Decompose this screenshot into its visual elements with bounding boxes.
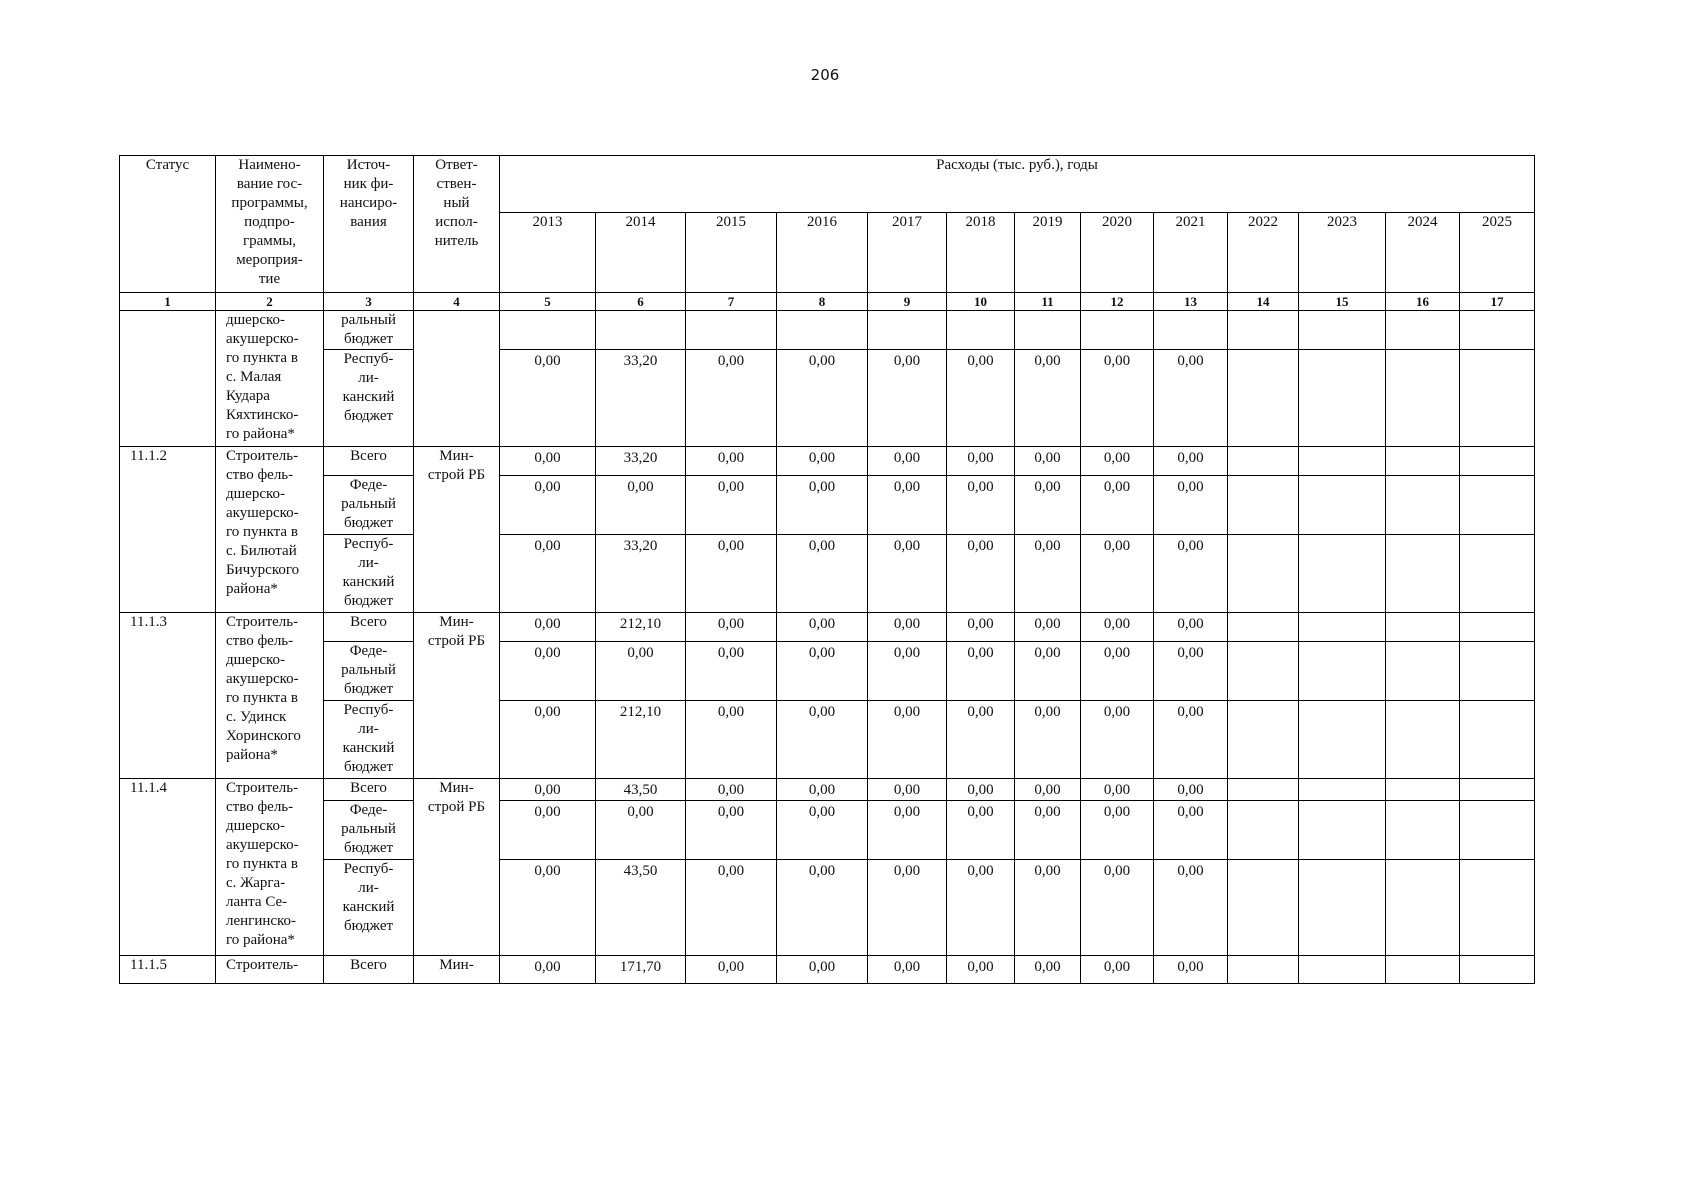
header-year: 2021 bbox=[1154, 213, 1228, 293]
empty-year-cell bbox=[1154, 311, 1228, 350]
republic-value: 0,00 bbox=[1154, 535, 1228, 613]
empty-year-cell bbox=[1299, 613, 1386, 642]
total-value: 0,00 bbox=[777, 613, 868, 642]
page-number: 206 bbox=[810, 66, 840, 84]
status-cell bbox=[120, 311, 216, 447]
responsible-cell: Мин- строй РБ bbox=[414, 779, 500, 956]
table-row bbox=[120, 613, 1535, 642]
federal-value: 0,00 bbox=[868, 476, 947, 535]
empty-year-cell bbox=[1299, 860, 1386, 956]
status-cell: 11.1.5 bbox=[120, 956, 216, 984]
federal-value: 0,00 bbox=[686, 476, 777, 535]
federal-value: 0,00 bbox=[1015, 642, 1081, 701]
item-name: Строитель- ство фель- дшерско- акушерско- го пункта в с. Жарга- ланта Се- ленгинско- го района* bbox=[216, 779, 324, 956]
total-value: 0,00 bbox=[1154, 447, 1228, 476]
empty-year-cell bbox=[1386, 476, 1460, 535]
column-number: 12 bbox=[1081, 293, 1154, 311]
republic-value: 0,00 bbox=[868, 701, 947, 779]
federal-value: 0,00 bbox=[1081, 801, 1154, 860]
total-value: 0,00 bbox=[500, 447, 596, 476]
item-name: дшерско- акушерско- го пункта в с. Малая Кудара Кяхтинско- го района* bbox=[216, 311, 324, 447]
table-row bbox=[120, 311, 1535, 350]
empty-year-cell bbox=[1386, 613, 1460, 642]
total-value: 0,00 bbox=[868, 956, 947, 984]
status-cell: 11.1.4 bbox=[120, 779, 216, 956]
empty-year-cell bbox=[1460, 801, 1535, 860]
empty-year-cell bbox=[1228, 476, 1299, 535]
republic-value: 0,00 bbox=[1081, 535, 1154, 613]
responsible-cell: Мин- строй РБ bbox=[414, 447, 500, 613]
source-federal: Феде- ральный бюджет bbox=[324, 642, 414, 701]
total-value: 33,20 bbox=[596, 447, 686, 476]
federal-value: 0,00 bbox=[596, 642, 686, 701]
responsible-cell: Мин- строй РБ bbox=[414, 613, 500, 779]
column-number: 4 bbox=[414, 293, 500, 311]
status-cell: 11.1.3 bbox=[120, 613, 216, 779]
republic-value: 0,00 bbox=[947, 350, 1015, 447]
table-row bbox=[120, 447, 1535, 476]
empty-year-cell bbox=[1460, 476, 1535, 535]
source-total: Всего bbox=[324, 779, 414, 801]
header-year: 2014 bbox=[596, 213, 686, 293]
total-value: 0,00 bbox=[868, 447, 947, 476]
federal-value: 0,00 bbox=[596, 476, 686, 535]
column-number: 3 bbox=[324, 293, 414, 311]
total-value: 0,00 bbox=[777, 956, 868, 984]
total-value: 0,00 bbox=[1081, 956, 1154, 984]
total-value: 0,00 bbox=[947, 956, 1015, 984]
total-value: 0,00 bbox=[1154, 956, 1228, 984]
column-number: 10 bbox=[947, 293, 1015, 311]
source-total: Всего bbox=[324, 613, 414, 642]
empty-year-cell bbox=[1386, 860, 1460, 956]
empty-year-cell bbox=[1460, 613, 1535, 642]
source-republic: Респуб- ли- канский бюджет bbox=[324, 350, 414, 447]
empty-year-cell bbox=[1228, 701, 1299, 779]
column-number: 14 bbox=[1228, 293, 1299, 311]
empty-year-cell bbox=[1228, 779, 1299, 801]
republic-value: 0,00 bbox=[947, 860, 1015, 956]
empty-year-cell bbox=[1386, 956, 1460, 984]
column-number: 11 bbox=[1015, 293, 1081, 311]
empty-year-cell bbox=[1299, 535, 1386, 613]
expenses-table bbox=[119, 155, 1535, 984]
empty-year-cell bbox=[1299, 476, 1386, 535]
item-name: Строитель- ство фель- дшерско- акушерско- го пункта в с. Билютай Бичурского района* bbox=[216, 447, 324, 613]
header-year: 2020 bbox=[1081, 213, 1154, 293]
federal-value: 0,00 bbox=[777, 642, 868, 701]
federal-value: 0,00 bbox=[500, 801, 596, 860]
federal-value: 0,00 bbox=[1081, 476, 1154, 535]
total-value: 0,00 bbox=[500, 613, 596, 642]
empty-year-cell bbox=[1015, 311, 1081, 350]
republic-value: 0,00 bbox=[868, 535, 947, 613]
header-expenses: Расходы (тыс. руб.), годы bbox=[500, 156, 1535, 213]
source-total: Всего bbox=[324, 447, 414, 476]
republic-value: 0,00 bbox=[1154, 350, 1228, 447]
total-value: 0,00 bbox=[1081, 613, 1154, 642]
republic-value: 0,00 bbox=[1015, 860, 1081, 956]
empty-year-cell bbox=[1460, 860, 1535, 956]
total-value: 0,00 bbox=[777, 779, 868, 801]
empty-year-cell bbox=[596, 311, 686, 350]
table-row bbox=[120, 476, 1535, 535]
table-row bbox=[120, 956, 1535, 984]
empty-year-cell bbox=[1228, 613, 1299, 642]
total-value: 0,00 bbox=[947, 447, 1015, 476]
table-row bbox=[120, 701, 1535, 779]
header-year: 2015 bbox=[686, 213, 777, 293]
responsible-cell bbox=[414, 311, 500, 447]
column-number: 6 bbox=[596, 293, 686, 311]
republic-value: 0,00 bbox=[1154, 860, 1228, 956]
republic-value: 0,00 bbox=[500, 860, 596, 956]
total-value: 0,00 bbox=[500, 779, 596, 801]
republic-value: 0,00 bbox=[1081, 701, 1154, 779]
federal-value: 0,00 bbox=[947, 476, 1015, 535]
federal-value: 0,00 bbox=[1154, 642, 1228, 701]
header-responsible: Ответ- ствен- ный испол- нитель bbox=[414, 156, 500, 293]
header-year: 2023 bbox=[1299, 213, 1386, 293]
federal-value: 0,00 bbox=[1154, 801, 1228, 860]
empty-year-cell bbox=[686, 311, 777, 350]
item-name: Строитель- ство фель- дшерско- акушерско- го пункта в с. Удинск Хоринского района* bbox=[216, 613, 324, 779]
header-status: Статус bbox=[120, 156, 216, 293]
header-year: 2019 bbox=[1015, 213, 1081, 293]
republic-value: 0,00 bbox=[1015, 701, 1081, 779]
republic-value: 0,00 bbox=[500, 350, 596, 447]
empty-year-cell bbox=[1299, 779, 1386, 801]
empty-year-cell bbox=[947, 311, 1015, 350]
republic-value: 0,00 bbox=[777, 701, 868, 779]
republic-value: 43,50 bbox=[596, 860, 686, 956]
federal-value: 0,00 bbox=[868, 801, 947, 860]
total-value: 0,00 bbox=[947, 613, 1015, 642]
source-republic: Респуб- ли- канский бюджет bbox=[324, 535, 414, 613]
total-value: 0,00 bbox=[686, 447, 777, 476]
federal-value: 0,00 bbox=[1015, 801, 1081, 860]
responsible-cell: Мин- bbox=[414, 956, 500, 984]
header-year: 2024 bbox=[1386, 213, 1460, 293]
federal-value: 0,00 bbox=[686, 642, 777, 701]
item-name: Строитель- bbox=[216, 956, 324, 984]
federal-value: 0,00 bbox=[868, 642, 947, 701]
federal-value: 0,00 bbox=[1081, 642, 1154, 701]
empty-year-cell bbox=[1386, 535, 1460, 613]
total-value: 0,00 bbox=[947, 779, 1015, 801]
total-value: 0,00 bbox=[686, 779, 777, 801]
empty-year-cell bbox=[1299, 350, 1386, 447]
empty-year-cell bbox=[1299, 642, 1386, 701]
empty-year-cell bbox=[1081, 311, 1154, 350]
total-value: 0,00 bbox=[500, 956, 596, 984]
header-year: 2016 bbox=[777, 213, 868, 293]
empty-year-cell bbox=[1299, 311, 1386, 350]
total-value: 43,50 bbox=[596, 779, 686, 801]
empty-year-cell bbox=[1228, 642, 1299, 701]
column-number: 13 bbox=[1154, 293, 1228, 311]
empty-year-cell bbox=[1299, 956, 1386, 984]
total-value: 0,00 bbox=[686, 956, 777, 984]
republic-value: 0,00 bbox=[1015, 535, 1081, 613]
republic-value: 33,20 bbox=[596, 350, 686, 447]
column-number: 17 bbox=[1460, 293, 1535, 311]
total-value: 0,00 bbox=[1015, 613, 1081, 642]
total-value: 0,00 bbox=[1015, 447, 1081, 476]
header-year: 2013 bbox=[500, 213, 596, 293]
column-number: 8 bbox=[777, 293, 868, 311]
header-year: 2018 bbox=[947, 213, 1015, 293]
total-value: 171,70 bbox=[596, 956, 686, 984]
empty-year-cell bbox=[1460, 350, 1535, 447]
republic-value: 33,20 bbox=[596, 535, 686, 613]
empty-year-cell bbox=[1460, 642, 1535, 701]
table-row bbox=[120, 642, 1535, 701]
column-number: 7 bbox=[686, 293, 777, 311]
republic-value: 0,00 bbox=[686, 535, 777, 613]
header-year: 2025 bbox=[1460, 213, 1535, 293]
empty-year-cell bbox=[868, 311, 947, 350]
federal-value: 0,00 bbox=[947, 642, 1015, 701]
column-number: 5 bbox=[500, 293, 596, 311]
status-cell: 11.1.2 bbox=[120, 447, 216, 613]
republic-value: 0,00 bbox=[868, 350, 947, 447]
federal-value: 0,00 bbox=[777, 476, 868, 535]
total-value: 0,00 bbox=[1081, 447, 1154, 476]
federal-value: 0,00 bbox=[500, 642, 596, 701]
empty-year-cell bbox=[1386, 642, 1460, 701]
table-row bbox=[120, 860, 1535, 956]
empty-year-cell bbox=[1299, 801, 1386, 860]
header-name: Наимено- вание гос- программы, подпро- граммы, мероприя- тие bbox=[216, 156, 324, 293]
republic-value: 0,00 bbox=[686, 350, 777, 447]
republic-value: 0,00 bbox=[1154, 701, 1228, 779]
empty-year-cell bbox=[1460, 701, 1535, 779]
empty-year-cell bbox=[1460, 779, 1535, 801]
republic-value: 0,00 bbox=[1015, 350, 1081, 447]
empty-year-cell bbox=[1299, 447, 1386, 476]
republic-value: 0,00 bbox=[777, 350, 868, 447]
empty-year-cell bbox=[1460, 311, 1535, 350]
table-row bbox=[120, 535, 1535, 613]
table-row bbox=[120, 801, 1535, 860]
federal-value: 0,00 bbox=[500, 476, 596, 535]
republic-value: 0,00 bbox=[947, 535, 1015, 613]
empty-year-cell bbox=[1460, 535, 1535, 613]
republic-value: 0,00 bbox=[686, 701, 777, 779]
republic-value: 0,00 bbox=[686, 860, 777, 956]
empty-year-cell bbox=[1386, 447, 1460, 476]
federal-value: 0,00 bbox=[1154, 476, 1228, 535]
column-number: 16 bbox=[1386, 293, 1460, 311]
header-year: 2022 bbox=[1228, 213, 1299, 293]
empty-year-cell bbox=[1228, 956, 1299, 984]
republic-value: 0,00 bbox=[777, 535, 868, 613]
empty-year-cell bbox=[1228, 535, 1299, 613]
federal-value: 0,00 bbox=[596, 801, 686, 860]
table-row bbox=[120, 779, 1535, 801]
source-total: Всего bbox=[324, 956, 414, 984]
empty-year-cell bbox=[1386, 350, 1460, 447]
republic-value: 212,10 bbox=[596, 701, 686, 779]
total-value: 0,00 bbox=[1015, 779, 1081, 801]
column-number: 1 bbox=[120, 293, 216, 311]
empty-year-cell bbox=[1460, 447, 1535, 476]
header-year: 2017 bbox=[868, 213, 947, 293]
republic-value: 0,00 bbox=[500, 701, 596, 779]
total-value: 0,00 bbox=[868, 779, 947, 801]
empty-year-cell bbox=[1228, 311, 1299, 350]
empty-year-cell bbox=[1228, 350, 1299, 447]
total-value: 0,00 bbox=[868, 613, 947, 642]
header-source: Источ- ник фи- нансиро- вания bbox=[324, 156, 414, 293]
empty-year-cell bbox=[1228, 801, 1299, 860]
empty-year-cell bbox=[1228, 447, 1299, 476]
source-federal: ральный бюджет bbox=[324, 311, 414, 350]
column-number: 15 bbox=[1299, 293, 1386, 311]
column-number: 2 bbox=[216, 293, 324, 311]
source-republic: Респуб- ли- канский бюджет bbox=[324, 860, 414, 956]
federal-value: 0,00 bbox=[686, 801, 777, 860]
total-value: 0,00 bbox=[1154, 779, 1228, 801]
empty-year-cell bbox=[1386, 701, 1460, 779]
table-row bbox=[120, 350, 1535, 447]
federal-value: 0,00 bbox=[947, 801, 1015, 860]
total-value: 0,00 bbox=[1154, 613, 1228, 642]
source-federal: Феде- ральный бюджет bbox=[324, 801, 414, 860]
republic-value: 0,00 bbox=[947, 701, 1015, 779]
source-federal: Феде- ральный бюджет bbox=[324, 476, 414, 535]
federal-value: 0,00 bbox=[777, 801, 868, 860]
republic-value: 0,00 bbox=[1081, 350, 1154, 447]
total-value: 0,00 bbox=[686, 613, 777, 642]
source-republic: Респуб- ли- канский бюджет bbox=[324, 701, 414, 779]
column-number: 9 bbox=[868, 293, 947, 311]
republic-value: 0,00 bbox=[1081, 860, 1154, 956]
empty-year-cell bbox=[1299, 701, 1386, 779]
republic-value: 0,00 bbox=[777, 860, 868, 956]
empty-year-cell bbox=[1386, 779, 1460, 801]
total-value: 0,00 bbox=[1081, 779, 1154, 801]
republic-value: 0,00 bbox=[868, 860, 947, 956]
empty-year-cell bbox=[1386, 801, 1460, 860]
total-value: 212,10 bbox=[596, 613, 686, 642]
federal-value: 0,00 bbox=[1015, 476, 1081, 535]
empty-year-cell bbox=[1228, 860, 1299, 956]
republic-value: 0,00 bbox=[500, 535, 596, 613]
empty-year-cell bbox=[1386, 311, 1460, 350]
empty-year-cell bbox=[1460, 956, 1535, 984]
empty-year-cell bbox=[777, 311, 868, 350]
total-value: 0,00 bbox=[777, 447, 868, 476]
empty-year-cell bbox=[500, 311, 596, 350]
total-value: 0,00 bbox=[1015, 956, 1081, 984]
